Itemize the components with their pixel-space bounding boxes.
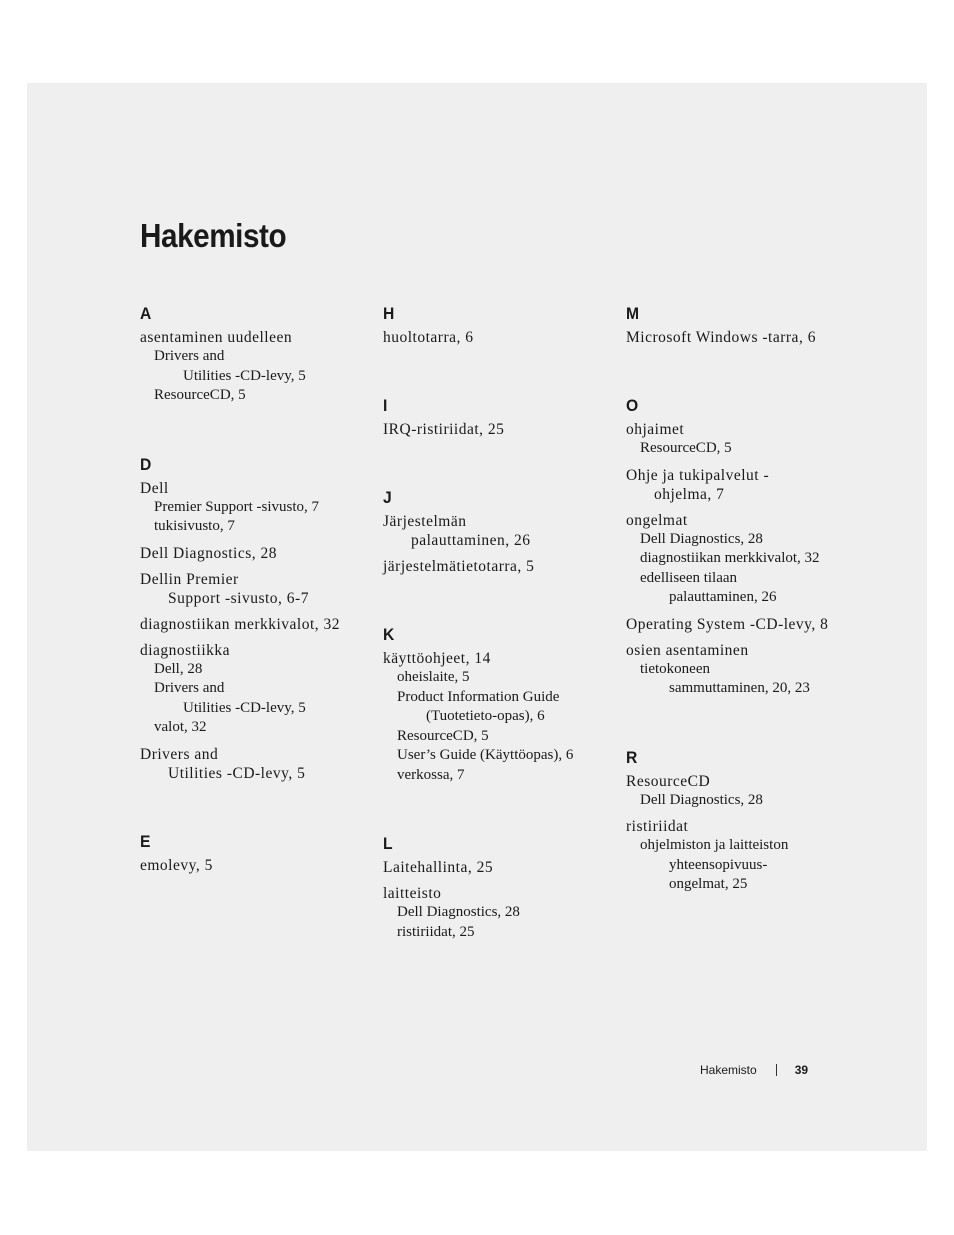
index-entry	[626, 641, 861, 699]
section-letter: D	[140, 454, 152, 474]
section-letter: M	[626, 304, 640, 323]
index-subterm: ristiriidat, 25	[397, 923, 475, 940]
index-subterm: Dell Diagnostics, 28	[640, 530, 763, 547]
section-spacer	[383, 446, 618, 484]
index-term-continuation: Support -sivusto, 6-7	[168, 589, 309, 607]
index-subterm: oheislaite, 5	[397, 669, 470, 685]
index-term-continuation: palauttaminen, 26	[411, 532, 531, 549]
index-term-continuation: Utilities -CD-levy, 5	[168, 764, 306, 782]
index-term: diagnostiikka	[140, 641, 231, 659]
section-letter: H	[383, 304, 395, 323]
index-subterm: Dell, 28	[154, 660, 203, 677]
index-subterm: ResourceCD, 5	[640, 440, 732, 456]
section-spacer	[383, 354, 618, 392]
index-subterm-continuation: (Tuotetieto-opas), 6	[426, 708, 545, 724]
section-letter: I	[383, 396, 388, 415]
section-letter: J	[383, 488, 392, 507]
index-term-continuation: ohjelma, 7	[654, 485, 725, 503]
section-letter: K	[383, 625, 395, 644]
section-spacer	[383, 583, 618, 621]
index-entry	[140, 615, 375, 634]
index-term: käyttöohjeet, 14	[383, 650, 491, 667]
section-spacer	[140, 790, 375, 828]
index-entry	[140, 328, 375, 406]
index-section	[383, 830, 618, 942]
index-term: Järjestelmän	[383, 513, 467, 530]
index-subterm-continuation: Utilities -CD-levy, 5	[183, 367, 306, 384]
index-section	[383, 392, 618, 439]
index-entry	[140, 745, 375, 783]
index-entry	[383, 512, 618, 550]
index-section	[626, 392, 861, 699]
index-entry	[626, 466, 861, 504]
index-subterm: tukisivusto, 7	[154, 518, 235, 534]
index-entry	[383, 884, 618, 942]
page-footer	[700, 1061, 808, 1079]
index-term: Operating System -CD-levy, 8	[626, 615, 829, 633]
index-section	[383, 484, 618, 576]
index-term: diagnostiikan merkkivalot, 32	[140, 615, 341, 633]
index-subterm: ResourceCD, 5	[154, 387, 246, 403]
index-entry	[626, 420, 861, 459]
index-term: asentaminen uudelleen	[140, 329, 293, 346]
index-term: Dell Diagnostics, 28	[140, 544, 277, 562]
index-subterm: verkossa, 7	[397, 766, 465, 783]
index-entry	[383, 557, 618, 576]
index-entry	[626, 511, 861, 608]
index-subterm-continuation: Utilities -CD-levy, 5	[183, 699, 306, 716]
index-subterm: tietokoneen	[640, 660, 710, 677]
index-subterm: Drivers and	[154, 348, 225, 364]
section-letter: R	[626, 747, 638, 767]
index-term: ohjaimet	[626, 421, 685, 438]
index-column-2	[383, 300, 618, 949]
index-section	[140, 828, 375, 875]
index-subterm: User’s Guide (Käyttöopas), 6	[397, 747, 574, 763]
section-spacer	[383, 792, 618, 830]
index-term: ristiriidat	[626, 818, 689, 835]
section-letter: O	[626, 396, 639, 415]
page-number: 39	[794, 1063, 809, 1077]
footer-section-title: Hakemisto	[700, 1063, 757, 1077]
index-subterm: valot, 32	[154, 719, 207, 735]
index-column-1	[140, 300, 375, 882]
index-subterm-continuation: sammuttaminen, 20, 23	[669, 680, 810, 696]
index-term: Dell	[140, 479, 169, 497]
index-term: IRQ-ristiriidat, 25	[383, 421, 505, 438]
index-section	[140, 300, 375, 406]
index-term: laitteisto	[383, 885, 442, 902]
index-entry	[626, 772, 861, 811]
section-letter: A	[140, 304, 152, 323]
index-term: Drivers and	[140, 745, 219, 763]
index-term: Microsoft Windows -tarra, 6	[626, 329, 816, 346]
index-subterm-continuation: yhteensopivuus-	[669, 856, 768, 873]
index-section	[626, 744, 861, 895]
index-section	[383, 621, 618, 785]
footer-divider	[776, 1064, 777, 1076]
index-term: ResourceCD	[626, 772, 711, 790]
index-subterm-continuation: palauttaminen, 26	[669, 589, 777, 605]
index-entry	[626, 328, 861, 347]
index-term: ongelmat	[626, 511, 688, 529]
index-subterm: Dell Diagnostics, 28	[640, 791, 763, 808]
section-spacer	[140, 413, 375, 451]
index-subterm: Premier Support -sivusto, 7	[154, 498, 319, 515]
index-entry	[140, 544, 375, 563]
index-entry	[140, 570, 375, 608]
index-entry	[383, 649, 618, 785]
index-subterm: Dell Diagnostics, 28	[397, 904, 520, 920]
index-section	[140, 451, 375, 783]
section-letter: E	[140, 831, 151, 851]
index-subterm: diagnostiikan merkkivalot, 32	[640, 550, 820, 566]
index-term: Dellin Premier	[140, 570, 239, 588]
page-title: Hakemisto	[140, 217, 287, 254]
index-term: osien asentaminen	[626, 641, 749, 659]
section-spacer	[626, 354, 861, 392]
index-column-3	[626, 300, 861, 902]
index-section	[383, 300, 618, 347]
index-entry	[626, 615, 861, 634]
index-entry	[626, 817, 861, 895]
index-term: emolevy, 5	[140, 856, 213, 874]
section-letter: L	[383, 834, 393, 853]
index-entry	[140, 641, 375, 738]
index-subterm: ohjelmiston ja laitteiston	[640, 837, 789, 853]
index-entry	[383, 858, 618, 877]
index-subterm: ResourceCD, 5	[397, 727, 489, 744]
index-term: Ohje ja tukipalvelut -	[626, 466, 770, 484]
index-term: Laitehallinta, 25	[383, 859, 494, 876]
index-term: järjestelmätietotarra, 5	[383, 558, 535, 575]
index-entry	[383, 328, 618, 347]
index-entry	[383, 420, 618, 439]
index-subterm-continuation: ongelmat, 25	[669, 876, 748, 892]
index-section	[626, 300, 861, 347]
index-subterm: edelliseen tilaan	[640, 569, 738, 586]
index-entry	[140, 479, 375, 537]
index-entry	[140, 856, 375, 875]
index-term: huoltotarra, 6	[383, 329, 474, 346]
index-subterm: Product Information Guide	[397, 688, 560, 705]
index-subterm: Drivers and	[154, 680, 225, 696]
section-spacer	[626, 706, 861, 744]
